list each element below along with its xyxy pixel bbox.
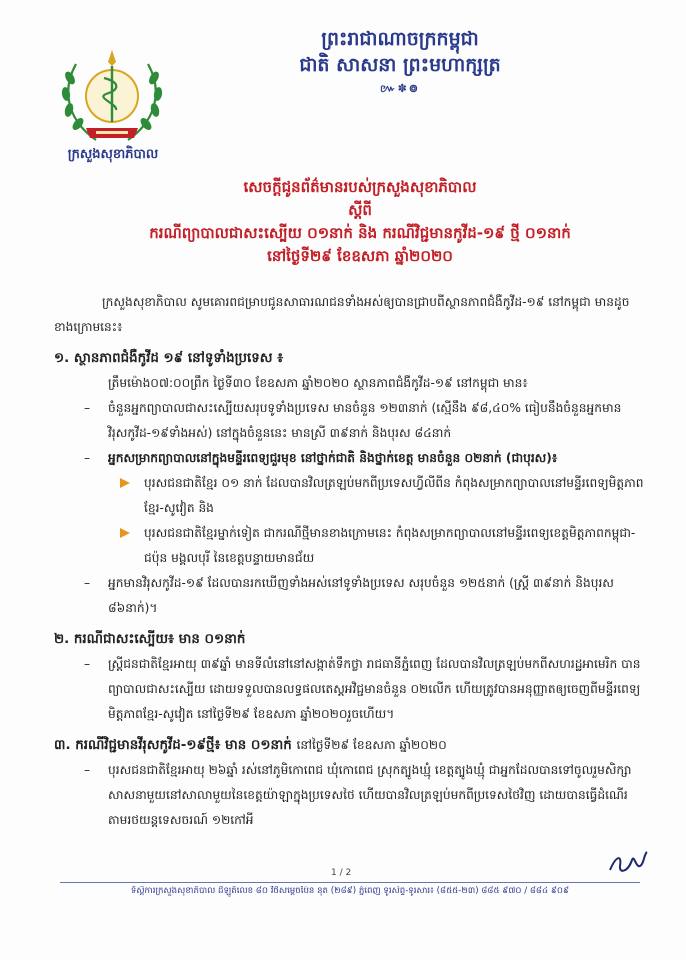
title-line-1: សេចក្ដីជូនព័ត៌មានរបស់ក្រសួងសុខាភិបាល: [243, 178, 477, 196]
section-1-item-2-text: អ្នកសម្រាកព្យាបាលនៅក្នុងមន្ទីរពេទ្យជួរមុខ នៅថ្នាក់ជាតិ និងថ្នាក់ខេត្ត មានចំនួន ០២នាក់ (ជាបុរស)៖: [108, 451, 558, 465]
page-number: 1 / 2: [331, 868, 352, 878]
section-1-item-2: [54, 446, 644, 471]
dash-bullet-icon: –: [84, 401, 91, 415]
kingdom-name: ព្រះរាជាណាចក្រកម្ពុជា: [321, 28, 479, 50]
section-3-heading-text: ៣. ករណីវិជ្ជមានវីរុសកូវីដ-១៩ថ្មី៖ មាន ០១នាក់: [54, 738, 292, 753]
dash-bullet-icon: –: [84, 576, 91, 590]
section-1-subitem-1: [54, 471, 644, 521]
arrow-bullet-icon: [120, 528, 130, 538]
section-1-subitem-1-text: បុរសជនជាតិខ្មែរ ០១ នាក់ ដែលបានវិលត្រឡប់មកពីប្រទេសហ្វីលីពីន កំពុងសម្រាកព្យាបាលនៅមន្ទីរពេទ្យមិត្តភាពខ្មែរ-សូវៀត និង: [144, 476, 644, 515]
dash-bullet-icon: –: [84, 451, 91, 465]
section-1-item-3: [54, 571, 644, 621]
section-1-item-1-text: ចំនួនអ្នកព្យាបាលជាសះស្បើយសរុបទូទាំងប្រទេស មានចំនួន ១២៣នាក់ (ស្មើនឹង ៩៨,៤០% ធៀបនឹងចំនួនអ្នកមានវិរុសកូវីដ-១៩ទាំងអស់) នៅក្នុងចំនួននេះ មានស្រី ៣៩នាក់ និងបុរស ៨៤នាក់: [108, 401, 622, 440]
section-3-item-1: [54, 758, 644, 833]
footer-address: ទីស្តីការក្រសួងសុខាភិបាល ដីឡូតិ៍លេខ ៨០ វិថីសម្ដេចប៉ែន នុត (២៨៩) ភ្នំពេញ ទូរស័ព្ទ-ទូរសារ៖ (៨៥៥-២៣) ៨៨៥ ៩៧០ / ៨៨៤ ៩០៩: [130, 886, 570, 896]
section-1-heading: ១. ស្ថានភាពជំងឺកូវីដ ១៩ នៅទូទាំងប្រទេស ៖: [54, 351, 284, 366]
section-1-subitem-2-text: បុរសជនជាតិខ្មែរម្នាក់ទៀត ជាករណីថ្មីមានខាងក្រោមនេះ កំពុងសម្រាកព្យាបាលនៅមន្ទីរពេទ្យខេត្តមិត្តភាពកម្ពុជា-ជប៉ុន មង្គលបុរី នៃខេត្តបន្ទាយមានជ័យ: [144, 526, 636, 565]
document-body: [54, 290, 644, 833]
footer-divider: [60, 882, 640, 883]
ministry-name: ក្រសួងសុខាភិបាល: [67, 147, 159, 162]
document-title-block: [80, 176, 640, 268]
section-3-heading: [54, 733, 644, 758]
ministry-of-health-logo: [56, 44, 168, 152]
dash-bullet-icon: –: [84, 657, 91, 671]
national-motto: ជាតិ សាសនា ព្រះមហាក្សត្រ: [299, 54, 501, 76]
section-2-item-1: [54, 652, 644, 727]
title-line-4: នៅថ្ងៃទី២៩ ខែឧសភា ឆ្នាំ២០២០: [267, 247, 453, 265]
title-line-2: ស្ដីពី: [348, 201, 372, 219]
section-2-heading: ២. ករណីជាសះស្បើយ៖ មាន ០១នាក់: [54, 632, 246, 647]
intro-paragraph: ក្រសួងសុខាភិបាល សូមគោរពជម្រាបជូនសាធារណជនទាំងអស់ឲ្យបានជ្រាបពីស្ថានភាពជំងឺកូវីដ-១៩ នៅកម្ពុជា មានដូចខាងក្រោមនេះ៖: [54, 295, 630, 334]
arrow-bullet-icon: [120, 478, 130, 488]
kingdom-header: [190, 26, 610, 96]
section-1-item-1: [54, 396, 644, 446]
signature-initial: [606, 848, 650, 878]
section-3-item-1-text: បុរសជនជាតិខ្មែរអាយុ ២៦ឆ្នាំ រស់នៅភូមិកោពេជ ឃុំកោពេជ ស្រុកត្បូងឃ្មុំ ខេត្តត្បូងឃ្មុំ ជាអ្នកដែលបានទៅចូលរួមសិក្សាសាសនាមួយនៅសាលាមួយនៃខេត្តយ៉ាឡាក្នុងប្រទេសថៃ ហើយបានវិលត្រឡប់មកពីប្រទេសថៃវិញ ដោយបានធ្វើដំណើរតាមរថយន្តទេសចរណ៍ ១២កៅអី: [108, 763, 632, 827]
ornament-divider: ៚✽៙: [380, 82, 420, 95]
title-line-3: ករណីព្យាបាលជាសះស្បើយ ០១នាក់ និង ករណីវិជ្ជមានកូវីដ-១៩ ថ្មី ០១នាក់: [149, 224, 571, 242]
section-1-item-3-text: អ្នកមានវិរុសកូវីដ-១៩ ដែលបានរកឃើញទាំងអស់នៅទូទាំងប្រទេស សរុបចំនួន ១២៥នាក់ (ស្ត្រី ៣៩នាក់ និងបុរស ៨៦នាក់)។: [108, 576, 614, 615]
dash-bullet-icon: –: [84, 763, 91, 777]
section-2-item-1-text: ស្ត្រីជនជាតិខ្មែរអាយុ ៣៩ឆ្នាំ មានទីលំនៅនៅសង្កាត់ទឹកថ្លា រាជធានីភ្នំពេញ ដែលបានវិលត្រឡប់មកពីសហរដ្ឋអាមេរិក បានព្យាបាលជាសះស្បើយ ដោយទទួលបានលទ្ធផលតេស្តអវិជ្ជមានចំនួន ០២លើក ហើយត្រូវបានអនុញ្ញាតឲ្យចេញពីមន្ទីរពេទ្យមិត្តភាពខ្មែរ-សូវៀត នៅថ្ងៃទី២៩ ខែឧសភា ឆ្នាំ២០២០រួចហើយ។: [108, 657, 641, 721]
section-3-heading-date: នៅថ្ងៃទី២៩ ខែឧសភា ឆ្នាំ២០២០: [296, 738, 447, 752]
section-1-lead: ត្រឹមម៉ោង០៧:០០ព្រឹក ថ្ងៃទី៣០ ខែឧសភា ឆ្នាំ២០២០ ស្ថានភាពជំងឺកូវីដ-១៩ នៅកម្ពុជា មាន៖: [108, 376, 528, 390]
section-1-subitem-2: [54, 521, 644, 571]
